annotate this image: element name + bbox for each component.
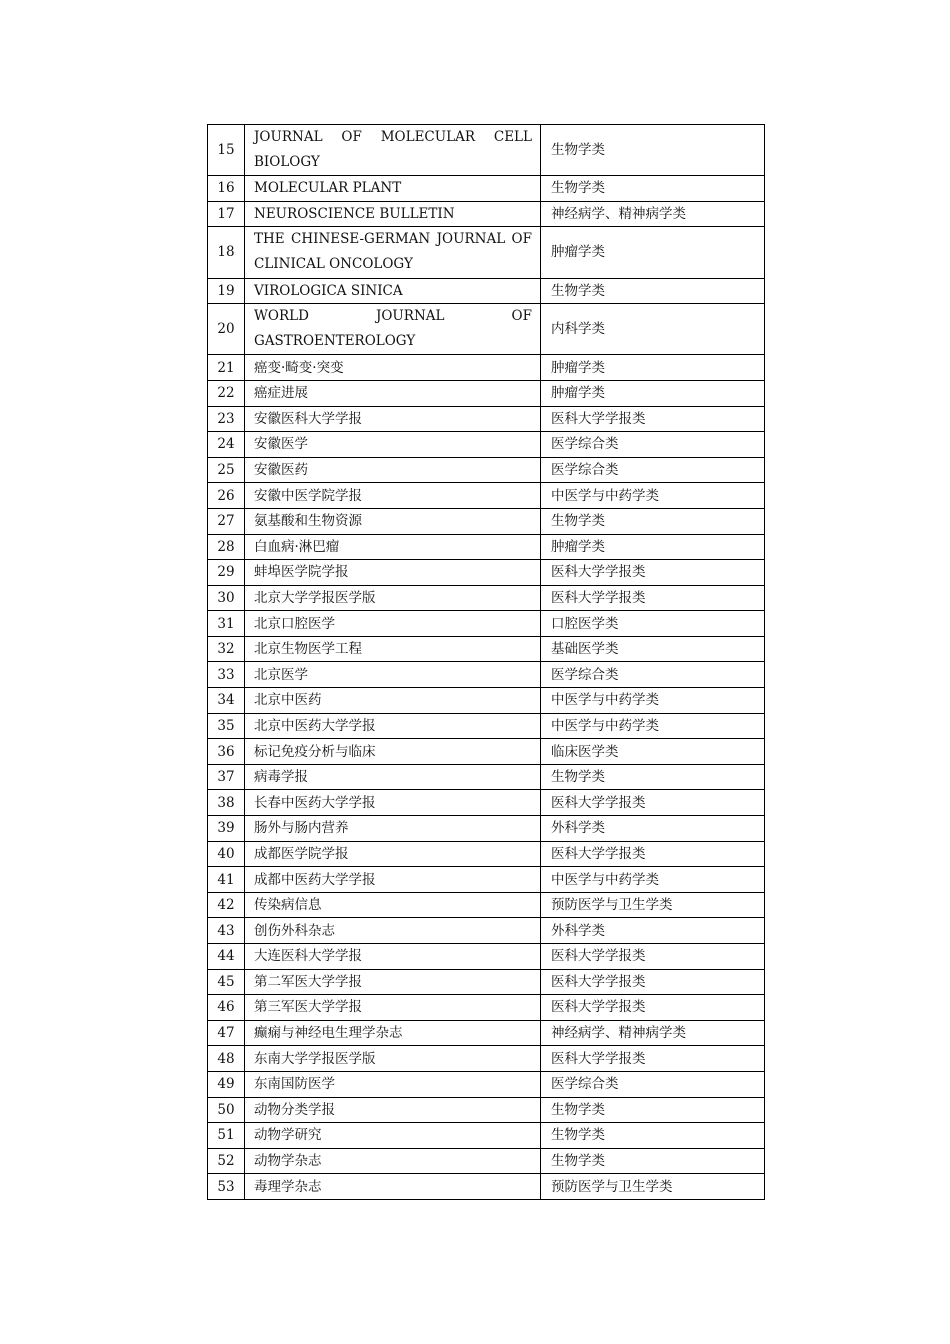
journal-name: 癫痫与神经电生理学杂志 <box>245 1020 541 1046</box>
row-number: 34 <box>208 688 245 714</box>
journal-name: 北京大学学报医学版 <box>245 585 541 611</box>
journal-name: 东南大学学报医学版 <box>245 1046 541 1072</box>
row-number: 33 <box>208 662 245 688</box>
table-row <box>208 918 765 944</box>
table-row <box>208 790 765 816</box>
journal-category: 生物学类 <box>541 1097 765 1123</box>
table-row <box>208 764 765 790</box>
journal-category: 医科大学学报类 <box>541 969 765 995</box>
row-number: 16 <box>208 176 245 202</box>
table-row <box>208 406 765 432</box>
table-row <box>208 227 765 278</box>
table-row <box>208 969 765 995</box>
table-row <box>208 816 765 842</box>
journal-name: WORLD JOURNAL OF GASTROENTEROLOGY <box>245 304 541 355</box>
journal-name: 大连医科大学学报 <box>245 944 541 970</box>
row-number: 50 <box>208 1097 245 1123</box>
journal-name: 安徽医学 <box>245 432 541 458</box>
row-number: 42 <box>208 892 245 918</box>
row-number: 30 <box>208 585 245 611</box>
journal-category: 临床医学类 <box>541 739 765 765</box>
journal-category: 预防医学与卫生学类 <box>541 892 765 918</box>
journal-category: 生物学类 <box>541 1123 765 1149</box>
journal-category: 医科大学学报类 <box>541 406 765 432</box>
table-row <box>208 483 765 509</box>
row-number: 38 <box>208 790 245 816</box>
journal-category: 医科大学学报类 <box>541 995 765 1021</box>
row-number: 45 <box>208 969 245 995</box>
table-row <box>208 1020 765 1046</box>
journal-category: 医学综合类 <box>541 457 765 483</box>
table-row <box>208 1071 765 1097</box>
journal-category: 外科学类 <box>541 816 765 842</box>
journal-name: 肠外与肠内营养 <box>245 816 541 842</box>
table-row <box>208 636 765 662</box>
journal-name: 第三军医大学学报 <box>245 995 541 1021</box>
table-row <box>208 739 765 765</box>
journal-category: 医科大学学报类 <box>541 841 765 867</box>
journal-name: 安徽医药 <box>245 457 541 483</box>
row-number: 15 <box>208 125 245 176</box>
journal-name: 动物学杂志 <box>245 1148 541 1174</box>
journal-name: 北京医学 <box>245 662 541 688</box>
table-row <box>208 585 765 611</box>
row-number: 17 <box>208 201 245 227</box>
journal-name: 癌症进展 <box>245 380 541 406</box>
table-row <box>208 534 765 560</box>
journal-table-body <box>208 125 765 1200</box>
row-number: 43 <box>208 918 245 944</box>
journal-name: 白血病·淋巴瘤 <box>245 534 541 560</box>
table-row <box>208 611 765 637</box>
table-row <box>208 713 765 739</box>
journal-name: 创伤外科杂志 <box>245 918 541 944</box>
row-number: 18 <box>208 227 245 278</box>
table-row <box>208 662 765 688</box>
journal-category: 神经病学、精神病学类 <box>541 201 765 227</box>
row-number: 28 <box>208 534 245 560</box>
table-row <box>208 125 765 176</box>
journal-name: 动物学研究 <box>245 1123 541 1149</box>
table-row <box>208 995 765 1021</box>
row-number: 39 <box>208 816 245 842</box>
journal-name: 成都医学院学报 <box>245 841 541 867</box>
journal-category: 生物学类 <box>541 125 765 176</box>
journal-category: 口腔医学类 <box>541 611 765 637</box>
row-number: 41 <box>208 867 245 893</box>
table-row <box>208 944 765 970</box>
journal-name: 氨基酸和生物资源 <box>245 508 541 534</box>
journal-name: 病毒学报 <box>245 764 541 790</box>
table-row <box>208 892 765 918</box>
journal-table <box>207 124 765 1200</box>
journal-name: 蚌埠医学院学报 <box>245 560 541 586</box>
journal-category: 生物学类 <box>541 176 765 202</box>
journal-name: 第二军医大学学报 <box>245 969 541 995</box>
row-number: 29 <box>208 560 245 586</box>
journal-name: VIROLOGICA SINICA <box>245 278 541 304</box>
table-row <box>208 1046 765 1072</box>
journal-name: 传染病信息 <box>245 892 541 918</box>
journal-name: THE CHINESE-GERMAN JOURNAL OF CLINICAL ONCOLOGY <box>245 227 541 278</box>
row-number: 24 <box>208 432 245 458</box>
row-number: 53 <box>208 1174 245 1200</box>
table-row <box>208 867 765 893</box>
row-number: 26 <box>208 483 245 509</box>
journal-category: 中医学与中药学类 <box>541 867 765 893</box>
table-row <box>208 1123 765 1149</box>
journal-category: 生物学类 <box>541 1148 765 1174</box>
table-row <box>208 508 765 534</box>
row-number: 37 <box>208 764 245 790</box>
journal-category: 基础医学类 <box>541 636 765 662</box>
journal-category: 生物学类 <box>541 278 765 304</box>
journal-category: 肿瘤学类 <box>541 355 765 381</box>
journal-category: 医科大学学报类 <box>541 560 765 586</box>
journal-category: 肿瘤学类 <box>541 534 765 560</box>
row-number: 51 <box>208 1123 245 1149</box>
journal-name: JOURNAL OF MOLECULAR CELL BIOLOGY <box>245 125 541 176</box>
journal-category: 内科学类 <box>541 304 765 355</box>
journal-category: 中医学与中药学类 <box>541 483 765 509</box>
journal-name: 动物分类学报 <box>245 1097 541 1123</box>
row-number: 25 <box>208 457 245 483</box>
journal-category: 外科学类 <box>541 918 765 944</box>
row-number: 27 <box>208 508 245 534</box>
table-row <box>208 278 765 304</box>
journal-name: 北京中医药大学学报 <box>245 713 541 739</box>
table-row <box>208 176 765 202</box>
journal-name: 长春中医药大学学报 <box>245 790 541 816</box>
journal-name: 北京生物医学工程 <box>245 636 541 662</box>
journal-category: 中医学与中药学类 <box>541 688 765 714</box>
journal-name: 癌变·畸变·突变 <box>245 355 541 381</box>
journal-name: 东南国防医学 <box>245 1071 541 1097</box>
table-row <box>208 1097 765 1123</box>
journal-category: 肿瘤学类 <box>541 380 765 406</box>
journal-name: 毒理学杂志 <box>245 1174 541 1200</box>
row-number: 52 <box>208 1148 245 1174</box>
journal-name: 成都中医药大学学报 <box>245 867 541 893</box>
row-number: 21 <box>208 355 245 381</box>
journal-category: 生物学类 <box>541 764 765 790</box>
table-row <box>208 1174 765 1200</box>
table-row <box>208 688 765 714</box>
journal-category: 生物学类 <box>541 508 765 534</box>
journal-category: 中医学与中药学类 <box>541 713 765 739</box>
table-row <box>208 201 765 227</box>
row-number: 48 <box>208 1046 245 1072</box>
journal-category: 神经病学、精神病学类 <box>541 1020 765 1046</box>
row-number: 32 <box>208 636 245 662</box>
journal-name: 安徽医科大学学报 <box>245 406 541 432</box>
row-number: 46 <box>208 995 245 1021</box>
table-row <box>208 355 765 381</box>
journal-category: 医科大学学报类 <box>541 944 765 970</box>
journal-name: 标记免疫分析与临床 <box>245 739 541 765</box>
journal-name: NEUROSCIENCE BULLETIN <box>245 201 541 227</box>
row-number: 19 <box>208 278 245 304</box>
table-row <box>208 380 765 406</box>
row-number: 44 <box>208 944 245 970</box>
journal-category: 肿瘤学类 <box>541 227 765 278</box>
row-number: 20 <box>208 304 245 355</box>
journal-name: MOLECULAR PLANT <box>245 176 541 202</box>
table-row <box>208 432 765 458</box>
row-number: 49 <box>208 1071 245 1097</box>
table-row <box>208 304 765 355</box>
journal-category: 医学综合类 <box>541 432 765 458</box>
journal-name: 北京中医药 <box>245 688 541 714</box>
row-number: 22 <box>208 380 245 406</box>
row-number: 40 <box>208 841 245 867</box>
table-row <box>208 841 765 867</box>
journal-category: 医学综合类 <box>541 1071 765 1097</box>
journal-category: 医科大学学报类 <box>541 1046 765 1072</box>
row-number: 31 <box>208 611 245 637</box>
journal-category: 医科大学学报类 <box>541 585 765 611</box>
table-row <box>208 1148 765 1174</box>
row-number: 23 <box>208 406 245 432</box>
journal-name: 北京口腔医学 <box>245 611 541 637</box>
journal-category: 医学综合类 <box>541 662 765 688</box>
journal-category: 医科大学学报类 <box>541 790 765 816</box>
row-number: 47 <box>208 1020 245 1046</box>
journal-name: 安徽中医学院学报 <box>245 483 541 509</box>
row-number: 36 <box>208 739 245 765</box>
table-row <box>208 560 765 586</box>
journal-category: 预防医学与卫生学类 <box>541 1174 765 1200</box>
table-row <box>208 457 765 483</box>
row-number: 35 <box>208 713 245 739</box>
